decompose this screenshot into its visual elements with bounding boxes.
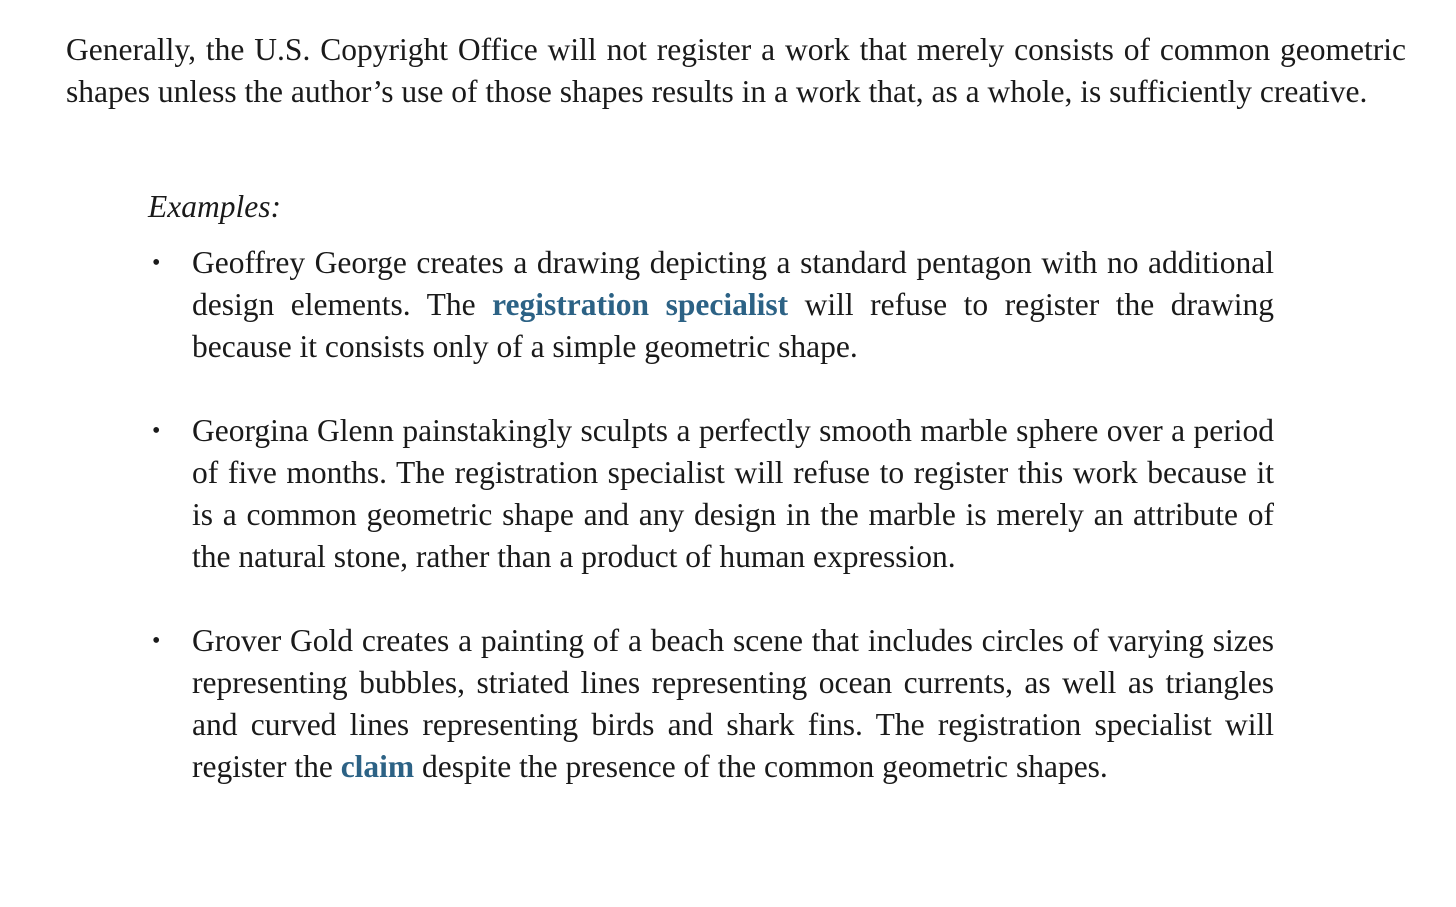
example-text-before: Grover Gold creates a painting of a beach scene that includes circles of varying sizes representing bubbles, striated lines representing ocean currents, as well as triangles and curved lines representing birds and shark fins. The registration specialist will register the xyxy=(192,623,1274,784)
example-item-sphere xyxy=(148,410,1274,578)
example-item-beach-painting xyxy=(148,620,1274,788)
bullet-icon: • xyxy=(152,250,161,276)
bullet-icon: • xyxy=(152,628,161,654)
example-text-before: Geoffrey George creates a drawing depicting a standard pentagon with no additional design elements. The xyxy=(192,245,1274,322)
examples-heading: Examples: xyxy=(148,189,281,224)
claim-link[interactable]: claim xyxy=(340,749,415,784)
example-text: Georgina Glenn painstakingly sculpts a perfectly smooth marble sphere over a period of five months. The registration specialist will refuse to register this work because it is a common geometric shape and any design in the marble is merely an attribute of the natural stone, rather than a product of human expression. xyxy=(192,413,1274,574)
registration-specialist-link[interactable]: registration specialist xyxy=(492,287,789,322)
example-item-pentagon xyxy=(148,242,1274,368)
examples-list xyxy=(148,242,1274,788)
example-text-after: will refuse to register the drawing because it consists only of a simple geometric shape. xyxy=(192,287,1274,364)
intro-paragraph: Generally, the U.S. Copyright Office will not register a work that merely consists of common geometric shapes unless the author’s use of those shapes results in a work that, as a whole, is sufficiently creative. xyxy=(66,32,1406,109)
example-text-after: despite the presence of the common geometric shapes. xyxy=(414,749,1108,784)
bullet-icon: • xyxy=(152,418,161,444)
